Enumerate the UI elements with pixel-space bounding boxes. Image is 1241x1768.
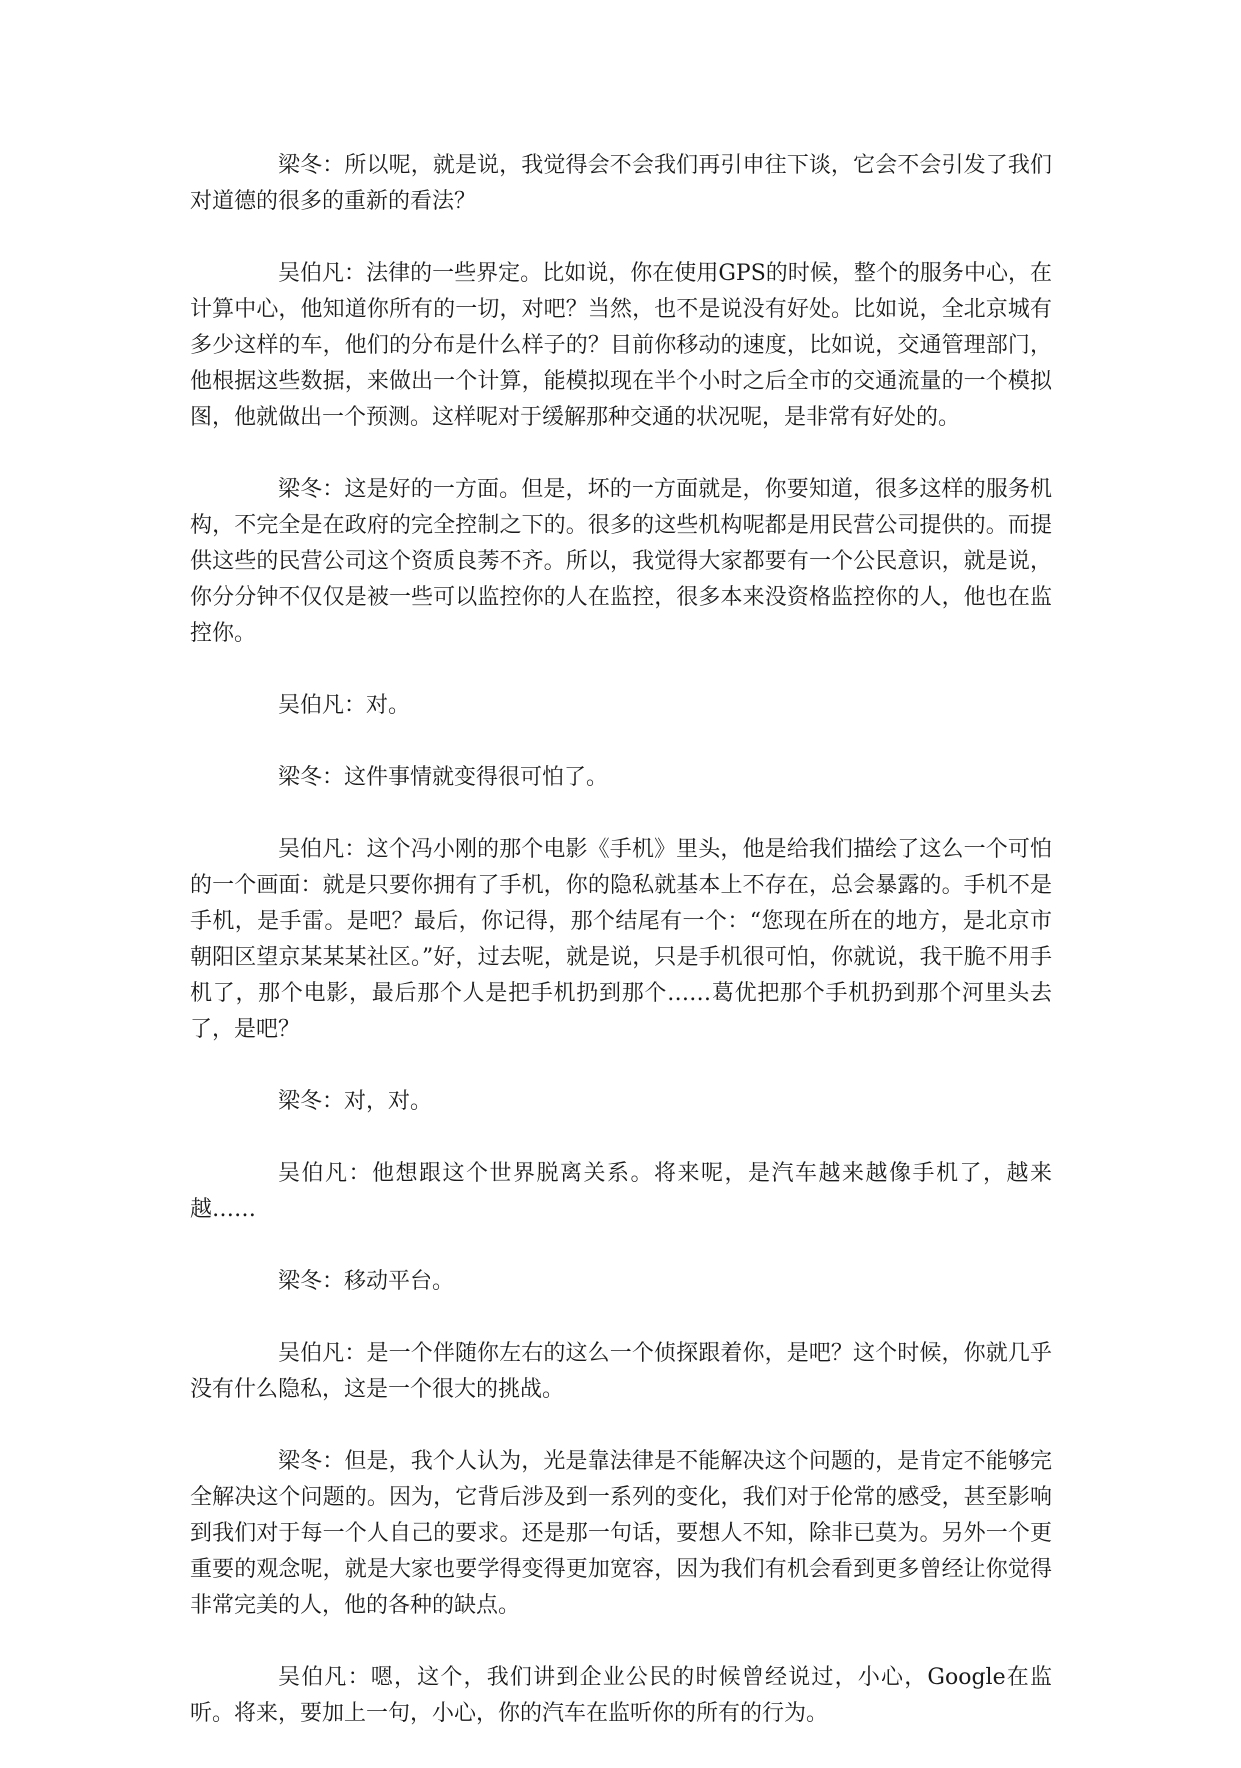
paragraph-7: 梁冬：对，对。 [278, 1089, 433, 1114]
document-page [190, 148, 1052, 1768]
paragraph-1: 梁冬：所以呢，就是说，我觉得会不会我们再引申往下谈，它会不会引发了我们对道德的很多的重新的看法？ [190, 153, 1052, 214]
paragraph-11: 梁冬：但是，我个人认为，光是靠法律是不能解决这个问题的，是肯定不能够完全解决这个问题的。因为，它背后涉及到一系列的变化，我们对于伦常的感受，甚至影响到我们对于每一个人自己的要求。还是那一句话，要想人不知，除非已莫为。另外一个更重要的观念呢，就是大家也要学得变得更加宽容，因为我们有机会看到更多曾经让你觉得非常完美的人，他的各种的缺点。 [190, 1449, 1052, 1618]
paragraph-3: 梁冬：这是好的一方面。但是，坏的一方面就是，你要知道，很多这样的服务机构，不完全是在政府的完全控制之下的。很多的这些机构呢都是用民营公司提供的。而提供这些的民营公司这个资质良莠不齐。所以，我觉得大家都要有一个公民意识，就是说，你分分钟不仅仅是被一些可以监控你的人在监控，很多本来没资格监控你的人，他也在监控你。 [190, 477, 1052, 646]
paragraph-2: 吴伯凡：法律的一些界定。比如说，你在使用GPS的时候，整个的服务中心，在计算中心，他知道你所有的一切，对吧？当然，也不是说没有好处。比如说，全北京城有多少这样的车，他们的分布是什么样子的？目前你移动的速度，比如说，交通管理部门，他根据这些数据，来做出一个计算，能模拟现在半个小时之后全市的交通流量的一个模拟图，他就做出一个预测。这样呢对于缓解那种交通的状况呢，是非常有好处的。 [190, 261, 1052, 430]
paragraph-12: 吴伯凡：嗯，这个，我们讲到企业公民的时候曾经说过，小心，Google在监听。将来，要加上一句，小心，你的汽车在监听你的所有的行为。 [190, 1665, 1052, 1726]
paragraph-9: 梁冬：移动平台。 [278, 1269, 455, 1294]
paragraph-10: 吴伯凡：是一个伴随你左右的这么一个侦探跟着你，是吧？这个时候，你就几乎没有什么隐私，这是一个很大的挑战。 [190, 1341, 1052, 1402]
paragraph-8: 吴伯凡：他想跟这个世界脱离关系。将来呢，是汽车越来越像手机了，越来越…… [190, 1161, 1052, 1222]
paragraph-4: 吴伯凡：对。 [278, 693, 411, 718]
paragraph-6: 吴伯凡：这个冯小刚的那个电影《手机》里头，他是给我们描绘了这么一个可怕的一个画面：就是只要你拥有了手机，你的隐私就基本上不存在，总会暴露的。手机不是手机，是手雷。是吧？最后，你记得，那个结尾有一个：“您现在所在的地方，是北京市朝阳区望京某某某社区。”好，过去呢，就是说，只是手机很可怕，你就说，我干脆不用手机了，那个电影，最后那个人是把手机扔到那个……葛优把那个手机扔到那个河里头去了，是吧？ [190, 837, 1052, 1042]
paragraph-5: 梁冬：这件事情就变得很可怕了。 [278, 765, 609, 790]
